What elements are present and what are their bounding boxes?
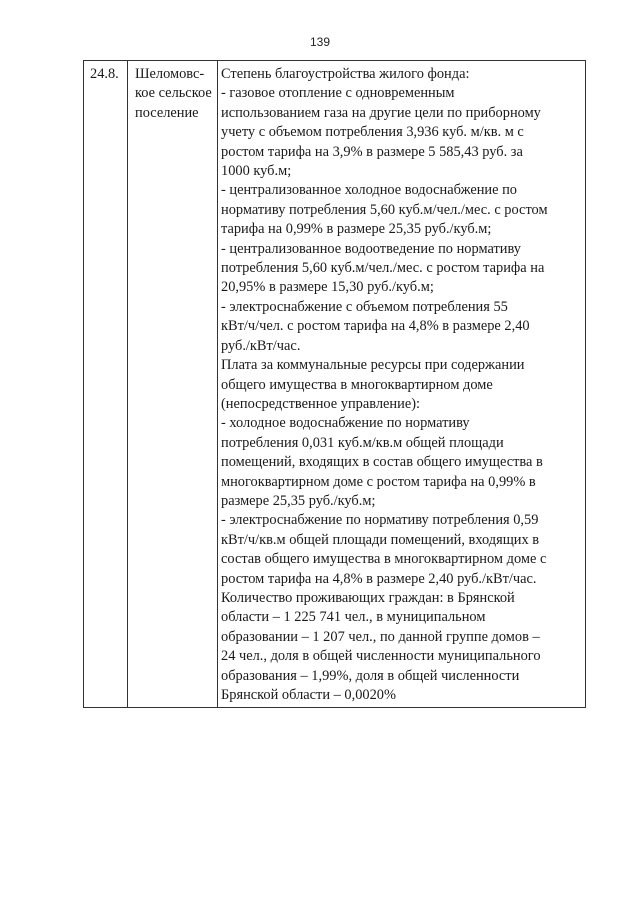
description-line: многоквартирном доме с ростом тарифа на 0,99% в xyxy=(221,473,536,490)
description-line: кВт/ч/чел. с ростом тарифа на 4,8% в размере 2,40 xyxy=(221,318,530,335)
description-line: учету с объемом потребления 3,936 куб. м/кв. м с xyxy=(221,124,524,141)
table-row xyxy=(84,61,586,708)
description-line: Степень благоустройства жилого фонда: xyxy=(221,66,470,82)
description-line: (непосредственное управление): xyxy=(221,395,421,412)
row-number: 24.8. xyxy=(84,61,128,708)
description-line: ростом тарифа на 3,9% в размере 5 585,43 руб. за xyxy=(221,143,523,160)
settlement-name-line: поселение xyxy=(135,104,199,121)
description-line: образования – 1,99%, доля в общей численности xyxy=(221,667,520,684)
description-line: тарифа на 0,99% в размере 25,35 руб./куб.м; xyxy=(221,221,492,238)
description-line: - централизованное водоотведение по нормативу xyxy=(221,240,521,257)
description-line: нормативу потребления 5,60 куб.м/чел./мес. с ростом xyxy=(221,201,548,218)
description-line: 1000 куб.м; xyxy=(221,163,292,180)
description-line: 24 чел., доля в общей численности муниципального xyxy=(221,648,541,665)
description-line: Брянской области – 0,0020% xyxy=(221,687,396,703)
description-line: - холодное водоснабжение по нормативу xyxy=(221,415,470,432)
description-line: образовании – 1 207 чел., по данной группе домов – xyxy=(221,628,540,645)
description-line: общего имущества в многоквартирном доме xyxy=(221,376,493,393)
description-line: 20,95% в размере 15,30 руб./куб.м; xyxy=(221,279,434,296)
settlement-name-cell xyxy=(128,61,218,708)
description-line: помещений, входящих в состав общего имущества в xyxy=(221,454,543,471)
description-line: ростом тарифа на 4,8% в размере 2,40 руб./кВт/час. xyxy=(221,570,537,587)
tariff-table xyxy=(83,60,586,708)
settlement-name-line: кое сельское xyxy=(135,85,212,102)
description-line: Плата за коммунальные ресурсы при содержании xyxy=(221,357,525,374)
page-number: 139 xyxy=(309,35,331,49)
description-line: - электроснабжение по нормативу потребления 0,59 xyxy=(221,512,539,529)
description-line: использованием газа на другие цели по приборному xyxy=(221,104,541,121)
description-cell xyxy=(218,61,586,708)
description-line: потребления 5,60 куб.м/чел./мес. с ростом тарифа на xyxy=(221,260,545,277)
description-line: состав общего имущества в многоквартирном доме с xyxy=(221,551,547,568)
description-line: области – 1 225 741 чел., в муниципальном xyxy=(221,609,486,626)
description-line: руб./кВт/час. xyxy=(221,337,301,354)
description-line: - газовое отопление с одновременным xyxy=(221,85,455,102)
description-line: кВт/ч/кв.м общей площади помещений, входящих в xyxy=(221,531,540,548)
description-line: - централизованное холодное водоснабжение по xyxy=(221,182,517,199)
description-line: размере 25,35 руб./куб.м; xyxy=(221,492,376,509)
settlement-name-line: Шеломовс- xyxy=(135,66,205,82)
description-line: Количество проживающих граждан: в Брянской xyxy=(221,589,515,606)
description-line: - электроснабжение с объемом потребления 55 xyxy=(221,298,508,315)
description-line: потребления 0,031 куб.м/кв.м общей площади xyxy=(221,434,504,451)
